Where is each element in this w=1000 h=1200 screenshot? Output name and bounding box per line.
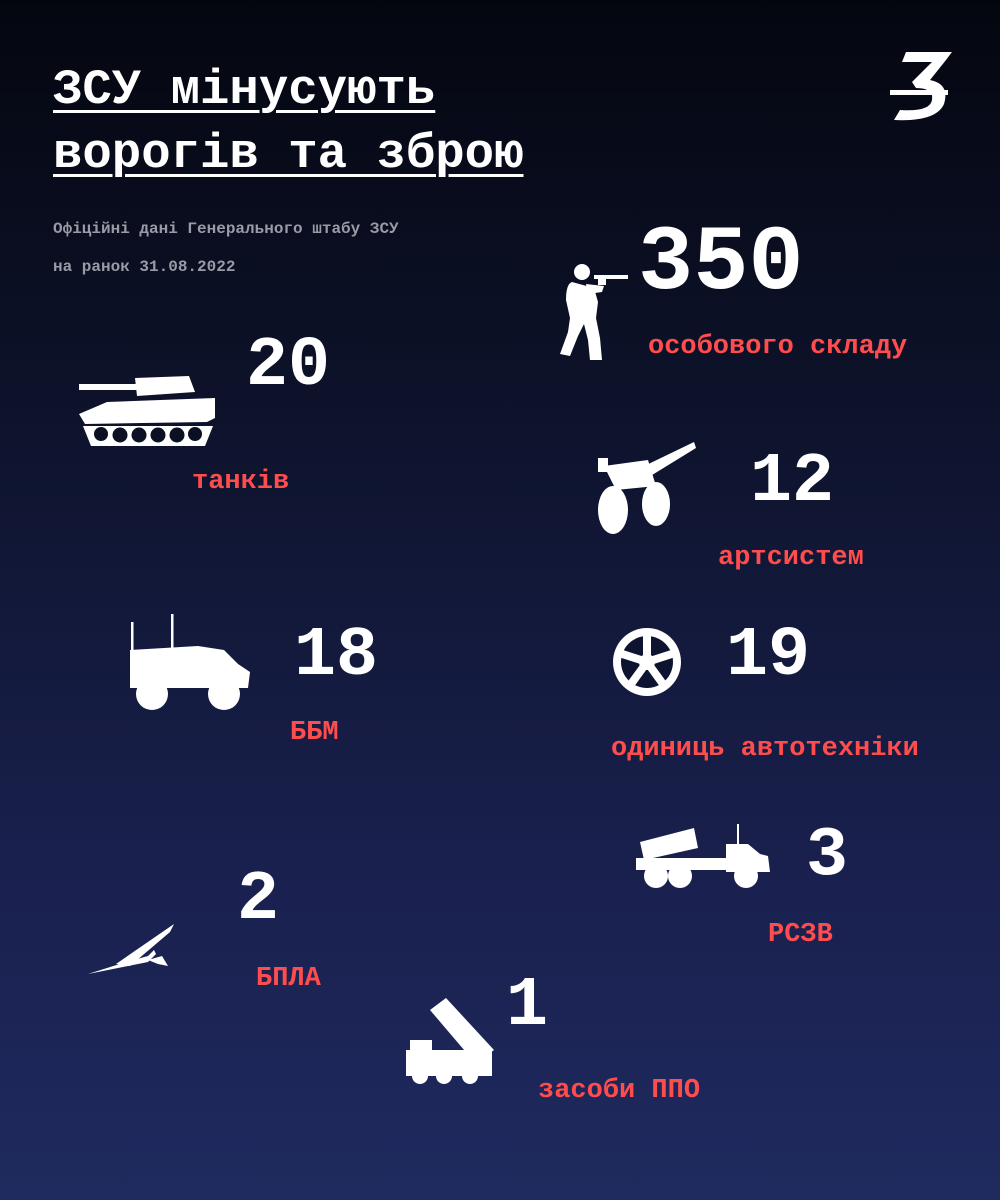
mlrs-label: РСЗВ xyxy=(768,920,833,950)
artillery-label: артсистем xyxy=(718,543,864,573)
artillery-icon xyxy=(596,440,698,536)
title-line-2: ворогів та зброю xyxy=(53,126,524,182)
wheel-icon xyxy=(610,625,684,699)
title-line-1: ЗСУ мінусують xyxy=(53,62,436,118)
page-title xyxy=(53,58,523,186)
source-note: Офіційні дані Генерального штабу ЗСУ xyxy=(53,220,399,238)
tanks-label: танків xyxy=(192,467,290,497)
uav-label: БПЛА xyxy=(256,964,321,994)
air-defense-icon xyxy=(404,994,496,1086)
uav-count: 2 xyxy=(237,861,280,940)
tanks-count: 20 xyxy=(246,327,331,406)
apv-count: 18 xyxy=(294,617,379,696)
mlrs-count: 3 xyxy=(806,817,849,896)
personnel-label: особового складу xyxy=(648,332,908,362)
mlrs-truck-icon xyxy=(634,820,772,892)
vehicles-count: 19 xyxy=(726,617,811,696)
personnel-count: 350 xyxy=(638,211,804,316)
zmina-logo-icon xyxy=(890,48,956,124)
armored-vehicle-icon xyxy=(128,612,252,712)
air-defense-label: засоби ППО xyxy=(538,1076,701,1106)
apv-label: ББМ xyxy=(290,718,339,748)
date-note: на ранок 31.08.2022 xyxy=(53,258,236,276)
tank-icon xyxy=(77,374,217,450)
vehicles-label: одиниць автотехніки xyxy=(611,734,919,764)
soldier-icon xyxy=(558,262,630,364)
drone-icon xyxy=(86,922,178,978)
artillery-count: 12 xyxy=(750,443,835,522)
air-defense-count: 1 xyxy=(506,967,549,1046)
